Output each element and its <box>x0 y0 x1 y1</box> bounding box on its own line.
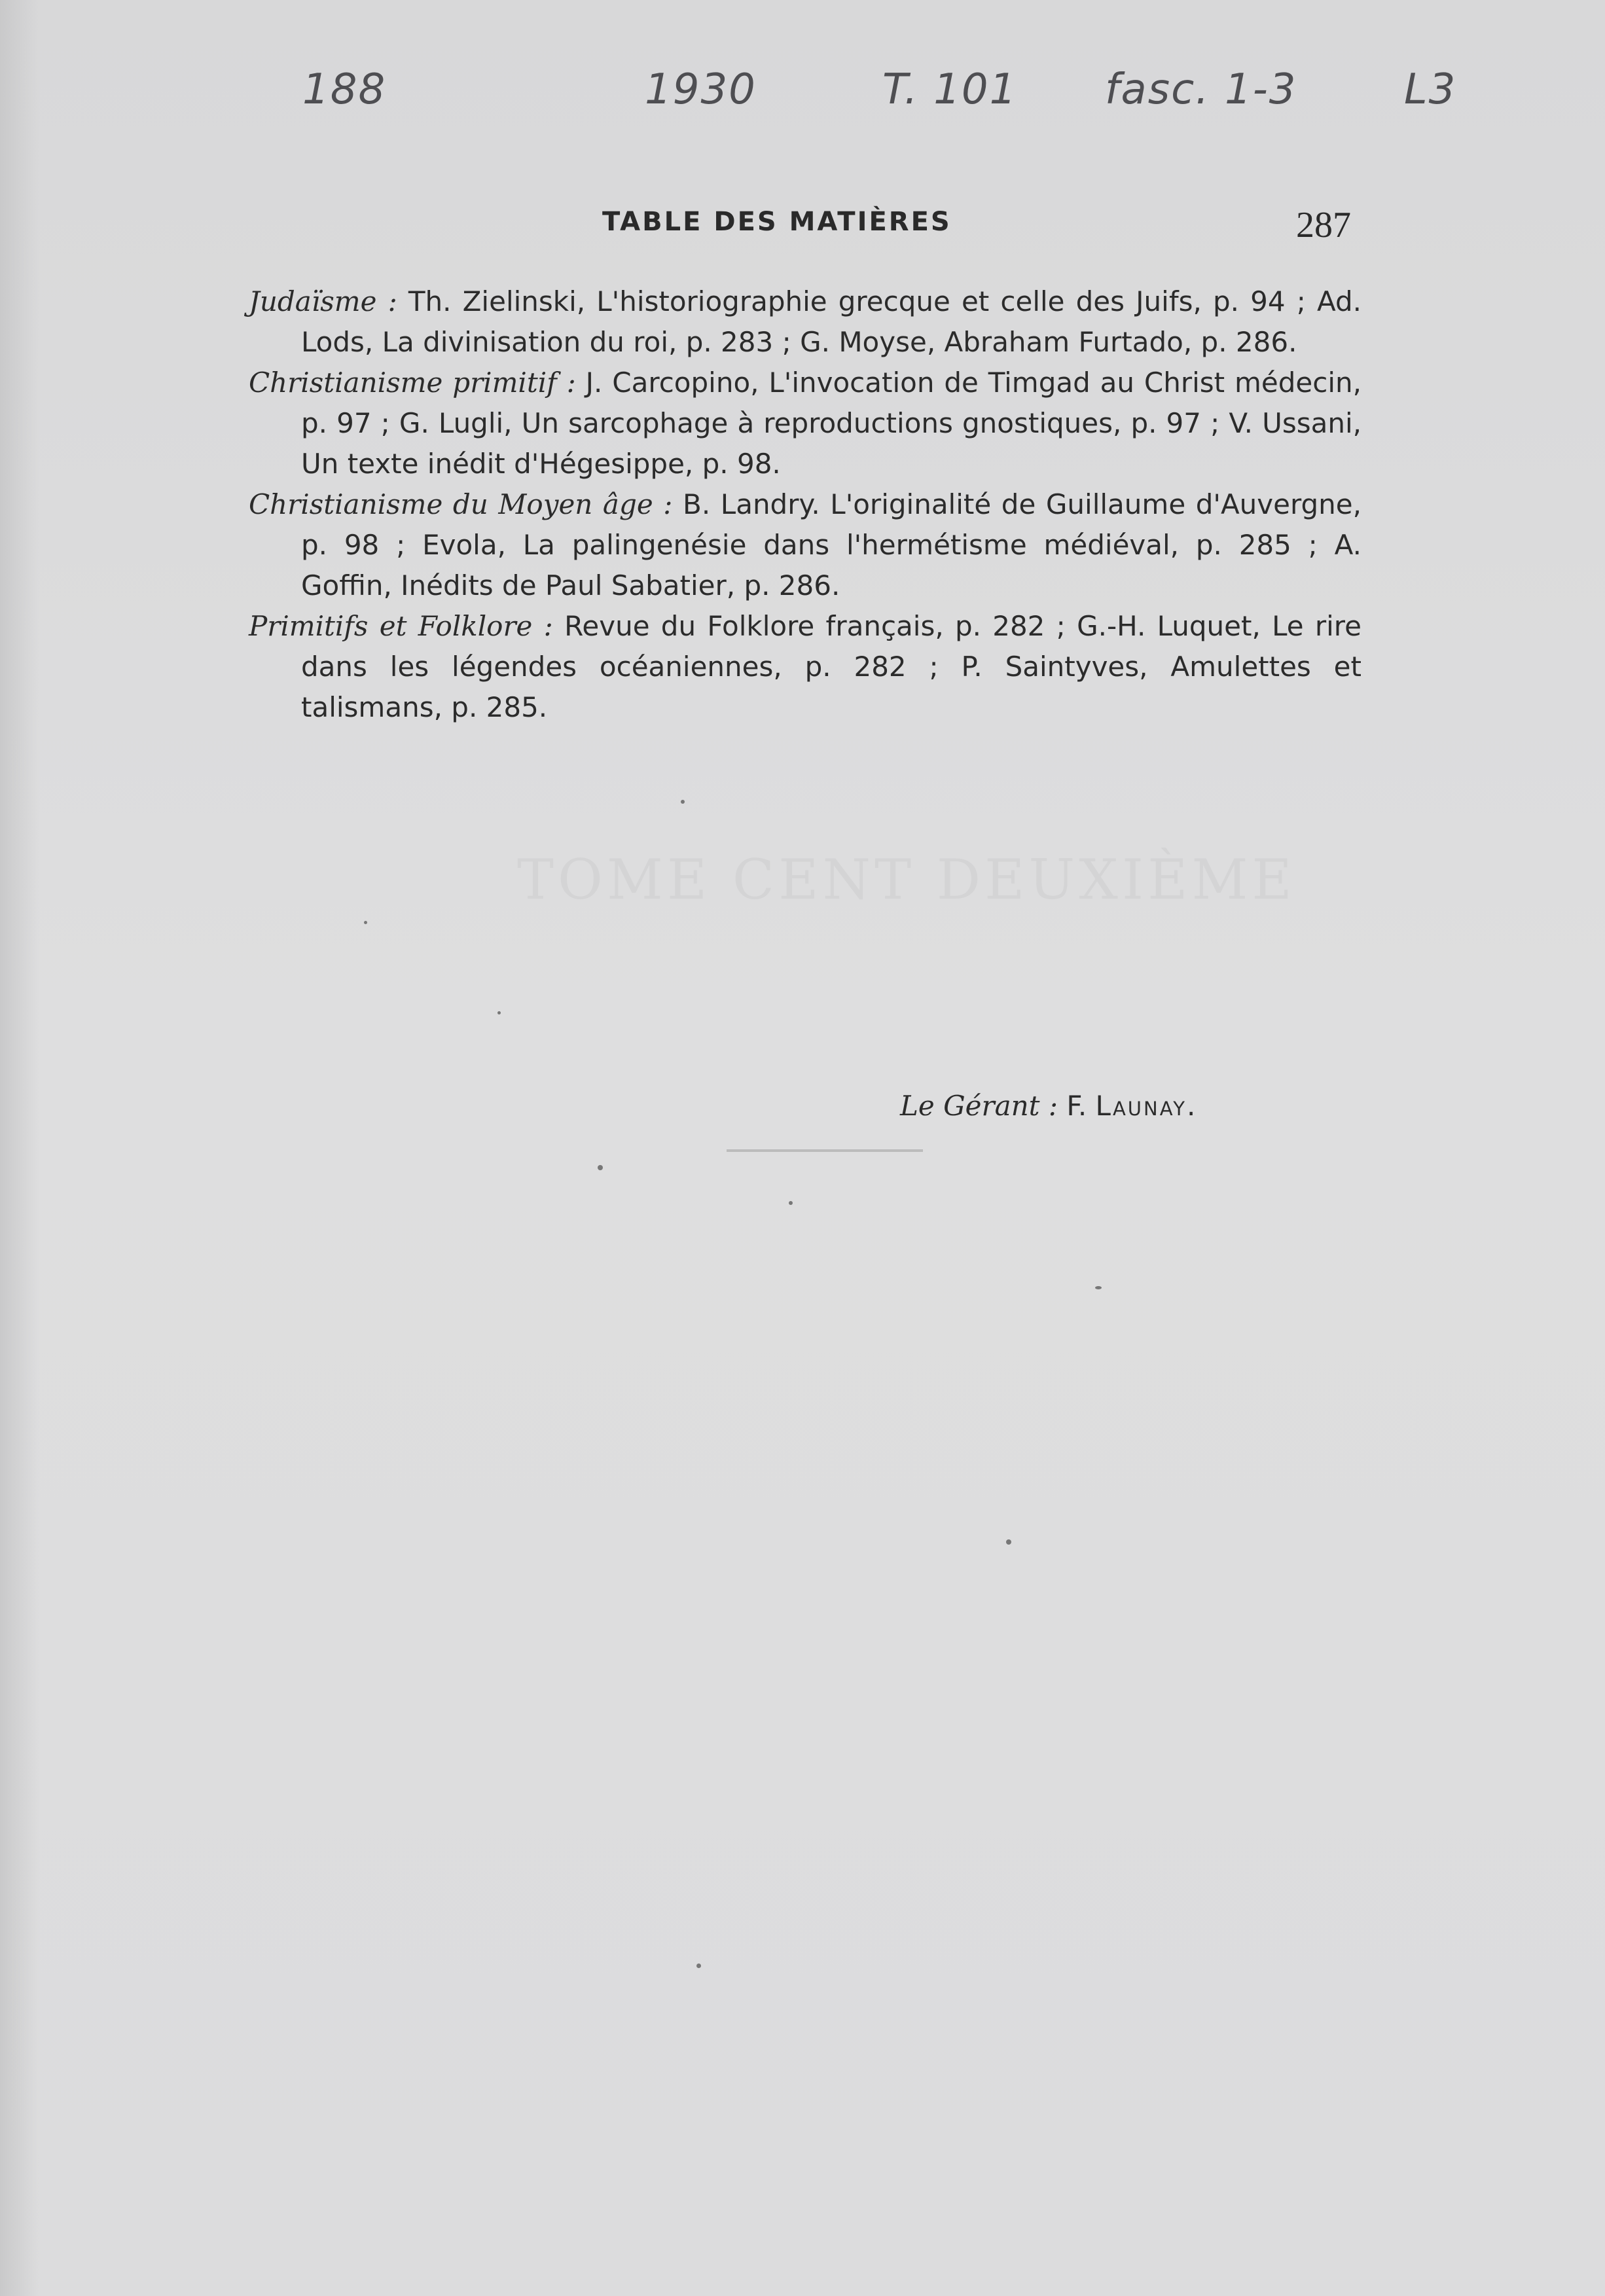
handwritten-annotation-1: 188 <box>302 65 387 114</box>
paper-speck <box>1006 1539 1011 1545</box>
page-edge-shadow <box>0 0 39 2296</box>
signature-initial: F. <box>1066 1090 1096 1122</box>
entry-label: Primitifs et Folklore : <box>249 610 553 642</box>
signature-name: Launay. <box>1095 1090 1198 1122</box>
paper-speck <box>696 1964 701 1968</box>
publisher-signature <box>900 1090 1197 1122</box>
entry-text: J. Carcopino, L'invocation de Timgad au Christ médecin, p. 97 ; G. Lugli, Un sarcophage à reproductions gnostiques, p. 97 ; V. Ussani, Un texte inédit d'Hégesippe, p. 98. <box>301 367 1362 480</box>
paper-speck <box>497 1011 501 1014</box>
entry-label: Christianisme primitif : <box>249 367 576 399</box>
faint-rule-mark <box>727 1149 923 1152</box>
handwritten-annotation-2: 1930 <box>645 65 757 114</box>
entry-label: Christianisme du Moyen âge : <box>249 488 673 520</box>
handwritten-annotation-5: L3 <box>1404 65 1457 114</box>
entry-judaisme <box>249 281 1362 363</box>
page-number: 287 <box>1296 205 1351 245</box>
entry-primitifs-folklore <box>249 606 1362 728</box>
paper-speck <box>681 800 685 804</box>
contents-list <box>249 281 1362 728</box>
handwritten-annotation-4: fasc. 1-3 <box>1105 65 1297 114</box>
entry-text: Revue du Folklore français, p. 282 ; G.-H. Luquet, Le rire dans les légendes océaniennes, p. 282 ; P. Saintyves, Amulettes et talismans, p. 285. <box>301 610 1362 723</box>
running-head-title: TABLE DES MATIÈRES <box>602 207 952 237</box>
entry-text: Th. Zielinski, L'historiographie grecque et celle des Juifs, p. 94 ; Ad. Lods, La divinisation du roi, p. 283 ; G. Moyse, Abraham Furtado, p. 286. <box>301 285 1362 358</box>
paper-speck <box>364 921 367 924</box>
show-through-text <box>517 848 1296 912</box>
signature-label: Le Gérant : <box>900 1090 1058 1122</box>
paper-speck <box>789 1201 793 1205</box>
handwritten-annotation-3: T. 101 <box>882 65 1018 114</box>
entry-text: B. Landry. L'originalité de Guillaume d'Auvergne, p. 98 ; Evola, La palingenésie dans l'hermétisme médiéval, p. 285 ; A. Goffin, Inédits de Paul Sabatier, p. 286. <box>301 488 1362 601</box>
entry-christianisme-primitif <box>249 363 1362 484</box>
paper-speck <box>598 1165 603 1170</box>
entry-label: Judaïsme : <box>249 285 397 317</box>
paper-speck <box>1095 1286 1102 1289</box>
entry-christianisme-moyen-age <box>249 484 1362 606</box>
